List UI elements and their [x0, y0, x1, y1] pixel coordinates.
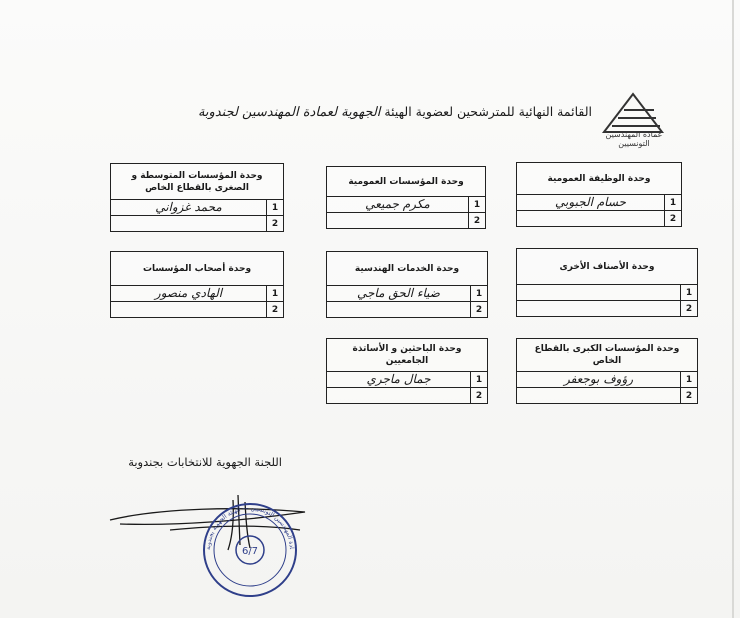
- row-number: 1: [664, 195, 681, 210]
- candidate-name: [517, 388, 680, 403]
- unit-title: وحدة المؤسسات العمومية: [327, 167, 485, 197]
- candidate-row: [111, 286, 283, 302]
- candidate-row: [327, 372, 487, 388]
- candidate-row: [517, 211, 681, 226]
- candidate-name: [327, 213, 468, 228]
- candidate-row: [517, 301, 697, 316]
- candidate-name: الهادي منصور: [154, 286, 223, 300]
- candidate-name: رؤوف بوجعفر: [563, 372, 634, 386]
- unit-title: وحدة الأصناف الأخرى: [517, 249, 697, 285]
- candidate-name: [111, 216, 266, 231]
- candidate-row: [111, 200, 283, 216]
- candidate-row: [327, 388, 487, 403]
- row-number: 1: [680, 285, 697, 300]
- candidate-name: [517, 211, 664, 226]
- candidate-name: حسام الجبوبي: [555, 195, 626, 209]
- row-number: 2: [680, 301, 697, 316]
- row-number: 1: [680, 372, 697, 387]
- unit-box-sme-private: [110, 163, 284, 232]
- candidate-row: [111, 216, 283, 231]
- row-number: 2: [468, 213, 485, 228]
- unit-box-public-institutions: [326, 166, 486, 229]
- official-stamp-icon: [100, 490, 296, 596]
- row-number: 1: [470, 286, 487, 301]
- row-number: 2: [470, 388, 487, 403]
- candidate-name: مكرم جميعي: [365, 197, 430, 211]
- row-number: 1: [468, 197, 485, 212]
- row-number: 1: [266, 200, 283, 215]
- unit-title: وحدة الباحثين و الأساتذة الجامعيين: [327, 339, 487, 372]
- candidate-name: جمال ماجري: [366, 372, 431, 386]
- candidate-row: [517, 388, 697, 403]
- logo-caption: عمادة المهندسين التونسيين: [605, 130, 663, 148]
- candidate-name: [327, 302, 470, 317]
- document-title: [32, 104, 592, 120]
- unit-title: وحدة الخدمات الهندسية: [327, 252, 487, 286]
- title-handwritten: الجهوية لعمادة المهندسين لجندوبة: [197, 105, 381, 120]
- unit-title: وحدة أصحاب المؤسسات: [111, 252, 283, 286]
- svg-text:6/7: 6/7: [241, 546, 259, 557]
- unit-title: وحدة المؤسسات الكبرى بالقطاع الخاص: [517, 339, 697, 372]
- row-number: 2: [266, 302, 283, 317]
- svg-text:عمادة المهندسين التونسيين — ال: [100, 490, 295, 550]
- candidate-row: [327, 302, 487, 317]
- candidate-row: [327, 286, 487, 302]
- committee-label: [128, 455, 282, 469]
- unit-box-business-owners: [110, 251, 284, 318]
- row-number: 1: [266, 286, 283, 301]
- unit-box-researchers-professors: [326, 338, 488, 404]
- candidate-name: [111, 302, 266, 317]
- signature-icon: [110, 495, 305, 550]
- row-number: 2: [680, 388, 697, 403]
- candidate-row: [111, 302, 283, 317]
- candidate-row: [517, 195, 681, 211]
- page-edge: [732, 0, 734, 618]
- candidate-name: [517, 301, 680, 316]
- row-number: 2: [470, 302, 487, 317]
- row-number: 2: [266, 216, 283, 231]
- candidate-row: [327, 213, 485, 228]
- unit-box-engineering-services: [326, 251, 488, 318]
- stamp-caption: ادة المهندسين التونسيين — الهيئة الجهوية بجندوبة: [204, 504, 295, 551]
- candidate-name: [517, 285, 680, 300]
- row-number: 1: [470, 372, 487, 387]
- title-printed: القائمة النهائية للمترشحين لعضوية الهيئة: [384, 104, 592, 119]
- committee-printed: اللجنة الجهوية للانتخابات بجندوبة: [128, 455, 282, 469]
- candidate-row: [517, 285, 697, 301]
- row-number: 2: [664, 211, 681, 226]
- unit-box-other-categories: [516, 248, 698, 317]
- unit-box-large-private-enterprises: [516, 338, 698, 404]
- candidate-row: [327, 197, 485, 213]
- candidate-row: [517, 372, 697, 388]
- candidate-name: ضياء الحق ماجي: [357, 286, 440, 300]
- signature-and-stamp: [100, 490, 320, 600]
- unit-box-public-function: [516, 162, 682, 227]
- unit-title: وحدة المؤسسات المتوسطة و الصغرى بالقطاع الخاص: [111, 164, 283, 200]
- candidate-name: [327, 388, 470, 403]
- candidate-name: محمد غزواني: [155, 200, 222, 214]
- unit-title: وحدة الوظيفة العمومية: [517, 163, 681, 195]
